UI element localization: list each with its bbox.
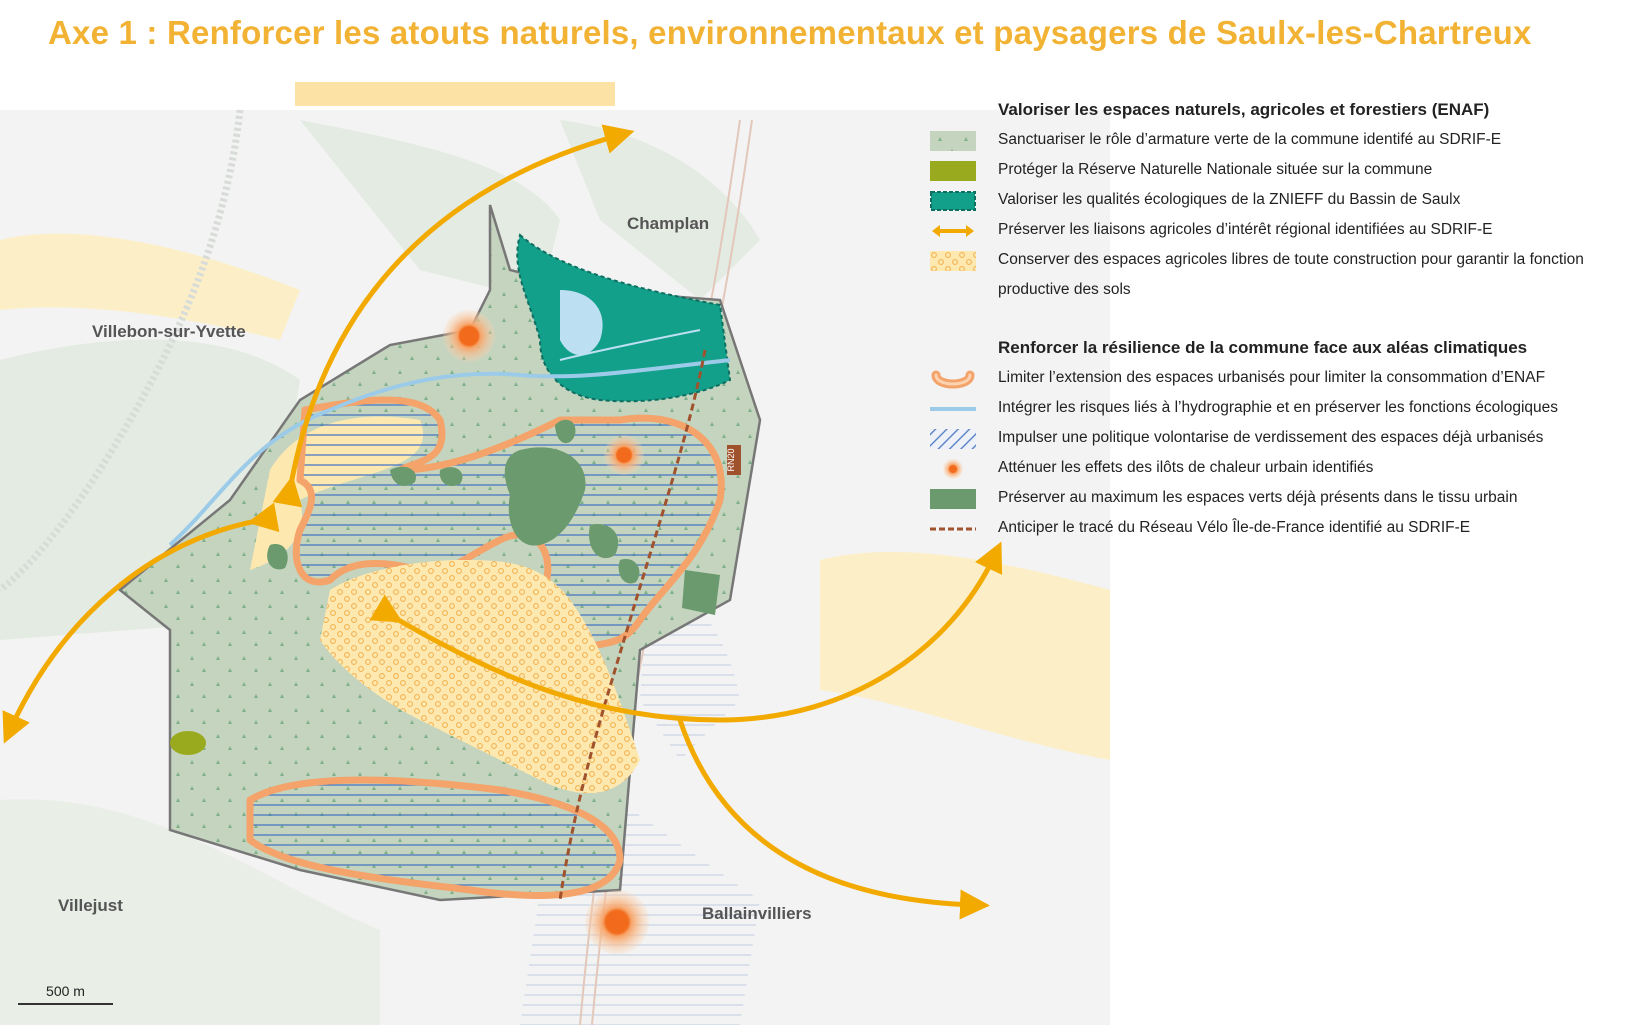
dotted-agri-swatch-icon: [930, 251, 976, 271]
legend-label: Impulser une politique volontarise de verdissement des espaces déjà urbanisés: [998, 429, 1544, 446]
green-space-swatch-icon: [930, 489, 976, 509]
legend-item-water: [928, 393, 1650, 423]
legend-item-urban-limit: [928, 363, 1650, 393]
double-arrow-icon: [930, 221, 976, 241]
urban-limit-icon: [930, 369, 976, 389]
scale-bar-line: [18, 1003, 113, 1005]
legend: [928, 95, 1650, 543]
legend-label: Anticiper le tracé du Réseau Vélo Île-de-France identifié au SDRIF-E: [998, 519, 1471, 536]
legend-item-hatched: [928, 423, 1650, 453]
legend-label: Intégrer les risques liés à l’hydrographie et en préserver les fonctions écologiques: [998, 399, 1559, 416]
scale-label: 500 m: [46, 983, 85, 999]
green-frame-swatch-icon: [930, 131, 976, 151]
legend-label: Valoriser les qualités écologiques de la ZNIEFF du Bassin de Saulx: [998, 191, 1461, 208]
place-villejust: Villejust: [58, 896, 123, 915]
legend-label: Protéger la Réserve Naturelle Nationale située sur la commune: [998, 161, 1433, 178]
legend-item-bike-route: [928, 513, 1650, 543]
legend-item-znieff: [928, 185, 1650, 215]
place-villebon: Villebon-sur-Yvette: [92, 322, 246, 341]
green-space-7: [682, 570, 720, 615]
hatched-swatch-icon: [930, 429, 976, 449]
nature-reserve-area: [170, 731, 206, 755]
legend-label: Sanctuariser le rôle d’armature verte de la commune identifé au SDRIF-E: [998, 131, 1502, 148]
heat-island-1: [443, 310, 495, 362]
nature-reserve-swatch-icon: [930, 161, 976, 181]
legend-item-agri-link: [928, 215, 1650, 245]
legend-label: Conserver des espaces agricoles libres de toute construction pour garantir la fonction productive des sols: [998, 251, 1584, 298]
legend-label: Préserver au maximum les espaces verts déjà présents dans le tissu urbain: [998, 489, 1518, 506]
place-champlan: Champlan: [627, 214, 710, 233]
legend-section-enaf-title: Valoriser les espaces naturels, agricoles et forestiers (ENAF): [998, 100, 1490, 119]
legend-label: Limiter l’extension des espaces urbanisés pour limiter la consommation d’ENAF: [998, 369, 1546, 386]
legend-label: Préserver les liaisons agricoles d’intérêt régional identifiées au SDRIF-E: [998, 221, 1493, 238]
legend-item-heat-island: [928, 453, 1650, 483]
bike-route-icon: [930, 519, 976, 539]
heat-island-2: [604, 435, 644, 475]
scale-bar: [18, 983, 113, 1005]
water-line-icon: [930, 399, 976, 419]
legend-item-green-frame: [928, 125, 1650, 155]
legend-item-nature-reserve: [928, 155, 1650, 185]
legend-item-green-space: [928, 483, 1650, 513]
place-ballainvilliers: Ballainvilliers: [702, 904, 812, 923]
heat-island-icon: [930, 459, 976, 479]
heat-island-3: [585, 890, 649, 954]
road-rn20-label: RN20: [726, 448, 736, 472]
legend-label: Atténuer les effets des ilôts de chaleur urbain identifiés: [998, 459, 1374, 476]
map-title: Axe 1 : Renforcer les atouts naturels, environnementaux et paysagers de Saulx-les-Chartreux: [48, 14, 1532, 51]
legend-section-resilience-title: Renforcer la résilience de la commune face aux aléas climatiques: [998, 338, 1528, 357]
legend-item-agri-protected: [928, 245, 1650, 305]
znieff-swatch-icon: [930, 191, 976, 211]
